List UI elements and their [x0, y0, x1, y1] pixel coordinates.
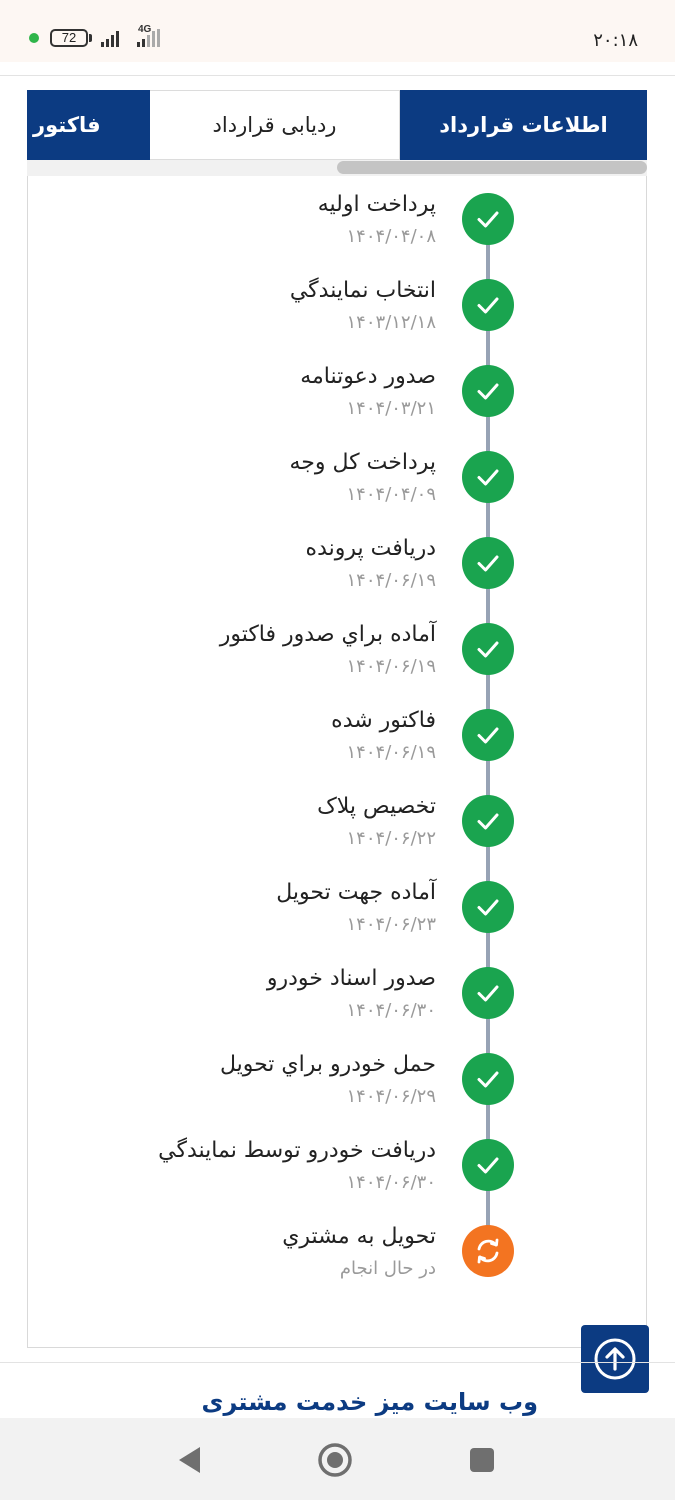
- home-icon[interactable]: [317, 1442, 353, 1478]
- back-icon[interactable]: [176, 1445, 202, 1475]
- tab-bar: [27, 90, 647, 160]
- timeline-step: [27, 606, 647, 692]
- signal-icon-secondary: [137, 29, 160, 47]
- step-title: فاکتور شده: [331, 708, 436, 733]
- step-done-badge: [462, 795, 514, 847]
- step-in-progress-badge: [462, 1225, 514, 1277]
- timeline-step: [27, 1036, 647, 1122]
- customer-service-website-link[interactable]: وب سایت میز خدمت مشتری: [201, 1388, 538, 1416]
- check-icon: [473, 806, 503, 836]
- system-nav-bar: [0, 1418, 675, 1500]
- step-title: آماده براي صدور فاکتور: [219, 622, 436, 647]
- tab-contract-tracking[interactable]: ردیابی قرارداد: [150, 90, 400, 160]
- step-date: ۱۴۰۳/۱۲/۱۸: [346, 312, 436, 333]
- timeline-step: [27, 950, 647, 1036]
- step-title: انتخاب نمايندگي: [289, 278, 436, 303]
- check-icon: [473, 892, 503, 922]
- page-header: [0, 62, 675, 76]
- timeline-step: [27, 176, 647, 262]
- step-title: دريافت پرونده: [305, 536, 436, 561]
- notification-dot-icon: [29, 33, 39, 43]
- check-icon: [473, 290, 503, 320]
- step-date: ۱۴۰۴/۰۶/۲۳: [346, 914, 436, 935]
- clock: ۲۰:۱۸: [593, 30, 638, 51]
- step-date: ۱۴۰۴/۰۶/۳۰: [346, 1000, 436, 1021]
- step-done-badge: [462, 623, 514, 675]
- step-date: ۱۴۰۴/۰۶/۱۹: [346, 570, 436, 591]
- step-done-badge: [462, 1139, 514, 1191]
- check-icon: [473, 462, 503, 492]
- timeline-step: [27, 348, 647, 434]
- status-bar: [0, 0, 675, 62]
- signal-icon: [101, 29, 119, 47]
- step-date: ۱۴۰۴/۰۴/۰۸: [346, 226, 436, 247]
- check-icon: [473, 548, 503, 578]
- timeline-step: [27, 778, 647, 864]
- timeline-step: [27, 262, 647, 348]
- step-done-badge: [462, 967, 514, 1019]
- step-title: حمل خودرو براي تحويل: [219, 1052, 436, 1077]
- step-title: صدور اسناد خودرو: [266, 966, 436, 991]
- step-title: تخصيص پلاک: [317, 794, 436, 819]
- timeline-step: [27, 520, 647, 606]
- step-done-badge: [462, 451, 514, 503]
- timeline-step: [27, 692, 647, 778]
- step-done-badge: [462, 1053, 514, 1105]
- step-done-badge: [462, 365, 514, 417]
- timeline-step: [27, 1122, 647, 1208]
- battery-icon: 72: [50, 29, 88, 47]
- recent-apps-icon[interactable]: [470, 1448, 494, 1472]
- check-icon: [473, 204, 503, 234]
- timeline-step: [27, 1208, 647, 1294]
- check-icon: [473, 634, 503, 664]
- check-icon: [473, 376, 503, 406]
- check-icon: [473, 1150, 503, 1180]
- step-date: ۱۴۰۴/۰۴/۰۹: [346, 484, 436, 505]
- step-done-badge: [462, 709, 514, 761]
- step-date: ۱۴۰۴/۰۳/۲۱: [346, 398, 436, 419]
- step-title: پرداخت کل وجه: [289, 450, 436, 475]
- step-date: ۱۴۰۴/۰۶/۱۹: [346, 742, 436, 763]
- network-type-label: 4G: [138, 24, 152, 35]
- timeline-step: [27, 434, 647, 520]
- step-date: ۱۴۰۴/۰۶/۳۰: [346, 1172, 436, 1193]
- step-date: ۱۴۰۴/۰۶/۲۲: [346, 828, 436, 849]
- check-icon: [473, 978, 503, 1008]
- step-title: صدور دعوتنامه: [300, 364, 436, 389]
- arrow-up-icon: [592, 1336, 638, 1382]
- battery-tip: [89, 34, 92, 42]
- scroll-to-top-button[interactable]: [581, 1325, 649, 1393]
- timeline-step: [27, 864, 647, 950]
- step-date: در حال انجام: [339, 1258, 436, 1279]
- tab-contract-info[interactable]: اطلاعات قرارداد: [400, 90, 647, 160]
- tabs-scrollbar-thumb[interactable]: [337, 161, 647, 174]
- step-title: پرداخت اولیه: [317, 192, 436, 217]
- step-title: دريافت خودرو توسط نمايندگي: [158, 1138, 436, 1163]
- step-date: ۱۴۰۴/۰۶/۱۹: [346, 656, 436, 677]
- step-title: آماده جهت تحويل: [276, 880, 436, 905]
- footer-divider: [0, 1362, 675, 1363]
- step-done-badge: [462, 193, 514, 245]
- step-done-badge: [462, 279, 514, 331]
- step-title: تحويل به مشتري: [282, 1224, 436, 1249]
- refresh-icon: [472, 1235, 504, 1267]
- check-icon: [473, 720, 503, 750]
- step-done-badge: [462, 881, 514, 933]
- step-done-badge: [462, 537, 514, 589]
- step-date: ۱۴۰۴/۰۶/۲۹: [346, 1086, 436, 1107]
- tab-invoice[interactable]: فاکتور: [27, 90, 150, 160]
- check-icon: [473, 1064, 503, 1094]
